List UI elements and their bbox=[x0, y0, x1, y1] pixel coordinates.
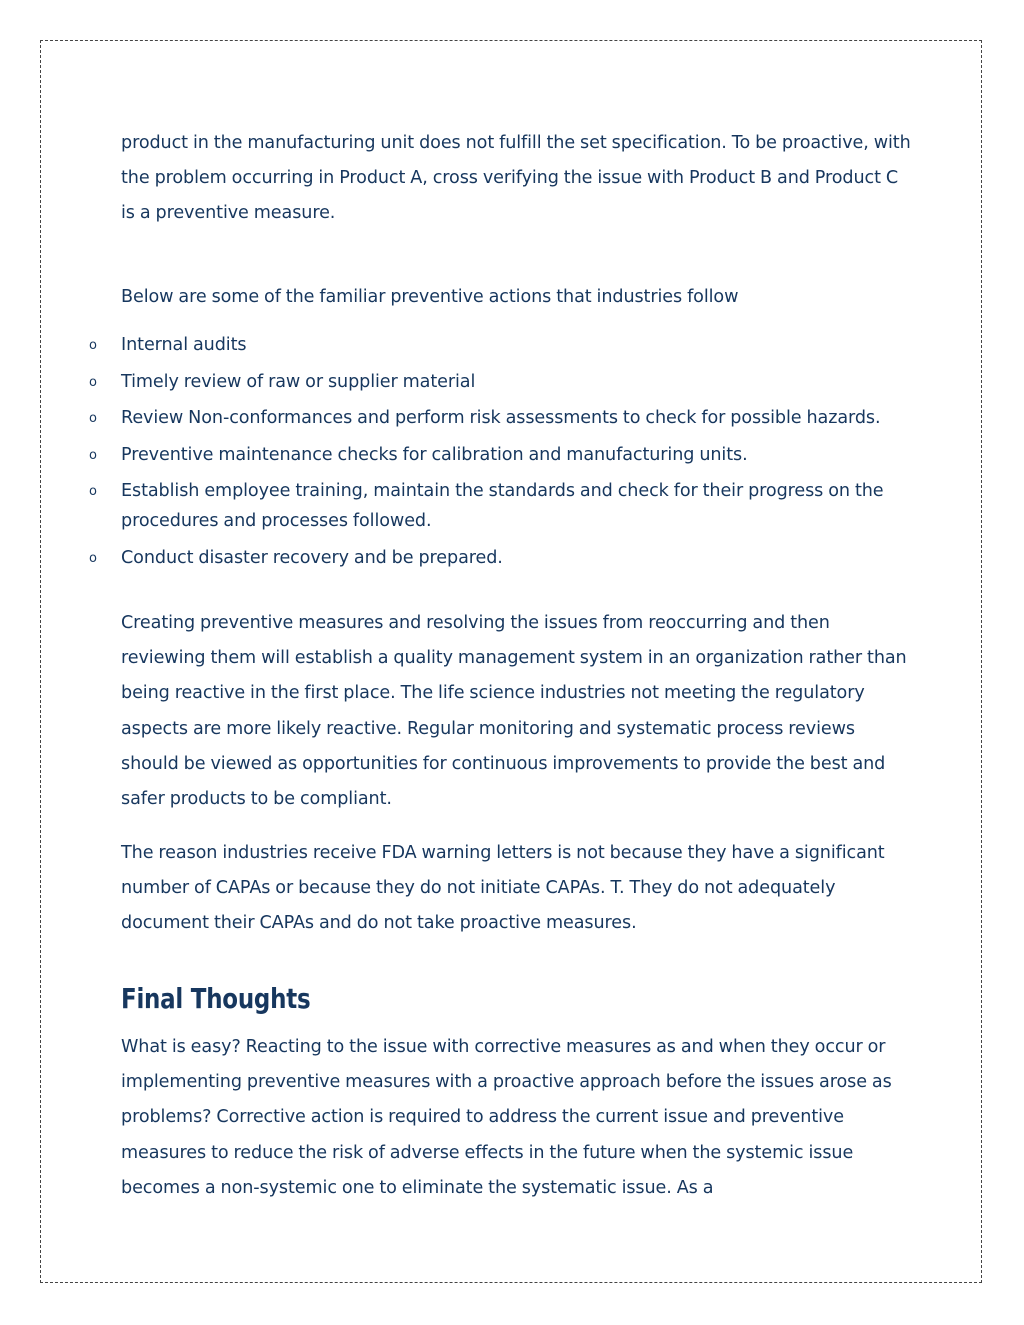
bullet-marker: o bbox=[89, 484, 97, 499]
bullet-marker: o bbox=[89, 338, 97, 353]
paragraph-final-thoughts: What is easy? Reacting to the issue with corrective measures as and when they occur or implementing preventive measures with a proactive approach before the issues arose as problems? Corrective action is required to address the current issue and preventive measures to reduce the risk of adverse effects in the future when the systemic issue becomes a non-systemic one to eliminate the systematic issue. As a bbox=[121, 1037, 892, 1198]
bullet-marker: o bbox=[89, 550, 97, 566]
bullet-marker: o bbox=[89, 447, 97, 463]
list-item bbox=[89, 330, 911, 360]
list-item bbox=[89, 440, 911, 470]
preventive-actions-list bbox=[89, 330, 911, 579]
list-item-text: Preventive maintenance checks for calibration and manufacturing units. bbox=[121, 444, 748, 465]
list-item bbox=[89, 476, 911, 536]
list-item-text: Internal audits bbox=[121, 335, 247, 355]
paragraph-fda-letters: The reason industries receive FDA warning letters is not because they have a significant number of CAPAs or because they do not initiate CAPAs. T. They do not adequately document their CAPAs and do not take proactive measures. bbox=[121, 843, 885, 933]
section-heading: Final Thoughts bbox=[121, 982, 311, 1015]
list-item-text: Review Non-conformances and perform risk assessments to check for possible hazards. bbox=[121, 408, 881, 428]
list-item bbox=[89, 367, 911, 397]
paragraph-intro: product in the manufacturing unit does not fulfill the set specification. To be proactive, with the problem occurring in Product A, cross verifying the issue with Product B and Product C is a preventive measure. bbox=[121, 133, 911, 223]
bullet-marker: o bbox=[89, 374, 97, 390]
paragraph-preventive-summary: Creating preventive measures and resolving the issues from reoccurring and then reviewing them will establish a quality management system in an organization rather than being reactive in the first place. The life science industries not meeting the regulatory aspects are more likely reactive. Regular monitoring and systematic process reviews should be viewed as opportunities for continuous improvements to provide the best and safer products to be compliant. bbox=[121, 613, 907, 810]
list-item bbox=[89, 543, 911, 573]
bullet-marker: o bbox=[89, 411, 97, 426]
list-item bbox=[89, 403, 911, 433]
list-item-text: Conduct disaster recovery and be prepared. bbox=[121, 547, 503, 568]
paragraph-list-intro: Below are some of the familiar preventive actions that industries follow bbox=[121, 287, 739, 307]
list-item-text: Establish employee training, maintain the standards and check for their progress on the procedures and processes followed. bbox=[121, 481, 884, 531]
list-item-text: Timely review of raw or supplier material bbox=[121, 371, 476, 392]
